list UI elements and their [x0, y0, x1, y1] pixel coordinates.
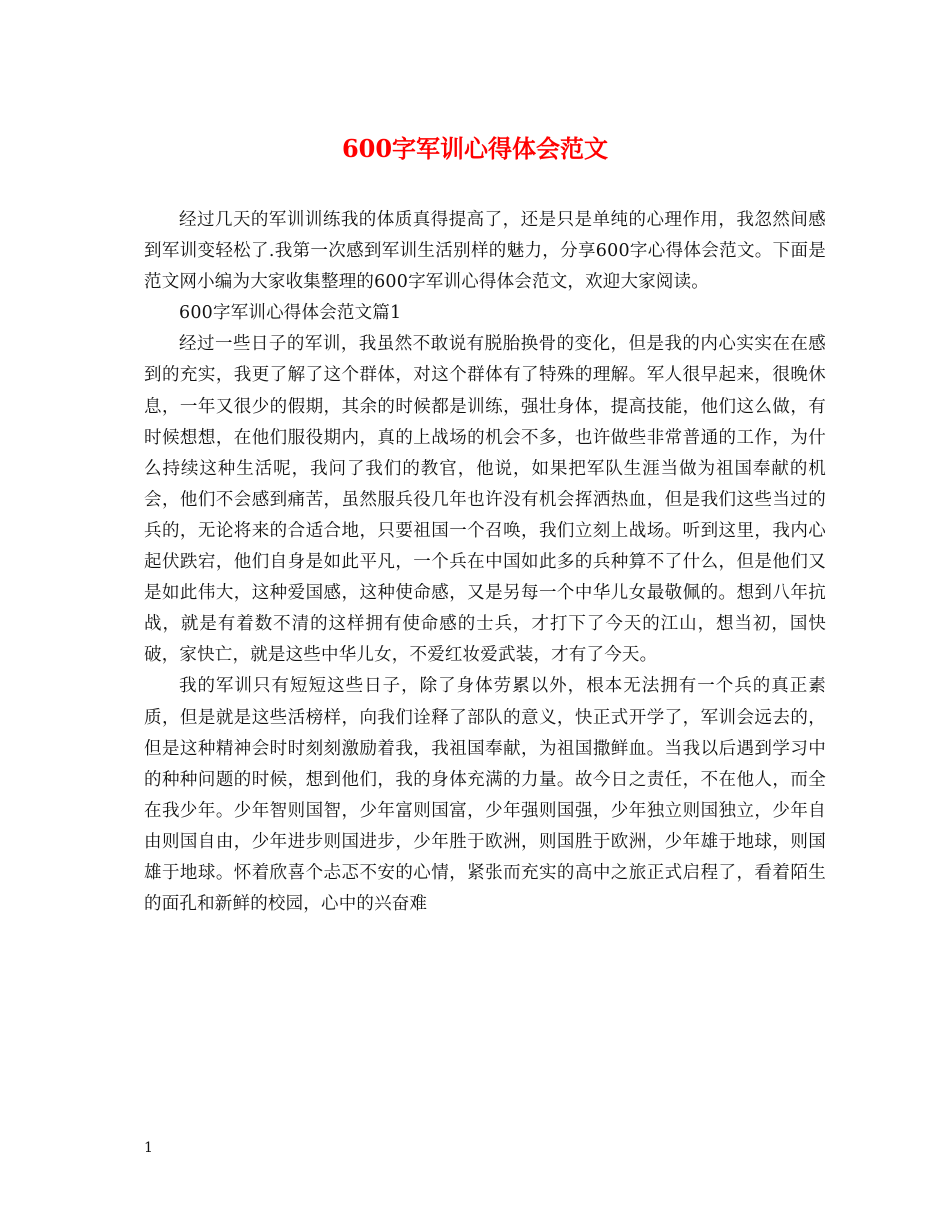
section-heading: 600字军训心得体会范文篇1 — [179, 303, 402, 324]
body-paragraph: 经过一些日子的军训，我虽然不敢说有脱胎换骨的变化，但是我的内心实实在在感到的充实，我更了解了这个群体，对这个群体有了特殊的理解。军人很早起来，很晚休息，一年又很少的假期，其余的时候都是训练，强壮身体，提高技能，他们这么做，有时候想想，在他们服役期内，真的上战场的机会不多，也许做些非常普通的工作，为什么持续这种生活呢，我问了我们的教官，他说，如果把军队生涯当做为祖国奉献的机会，他们不会感到痛苦，虽然服兵役几年也许没有机会挥洒热血，但是我们这些当过的兵的，无论将来的合适合地，只要祖国一个召唤，我们立刻上战场。听到这里，我内心起伏跌宕，他们自身是如此平凡，一个兵在中国如此多的兵种算不了什么，但是他们又是如此伟大，这种爱国感，这种使命感，又是另每一个中华儿女最敬佩的。想到八年抗战，就是有着数不清的这样拥有使命感的士兵，才打下了今天的江山，想当初，国快破，家快亡，就是这些中华儿女，不爱红妆爱武装，才有了今天。 — [144, 334, 826, 666]
intro-paragraph: 经过几天的军训训练我的体质真得提高了，还是只是单纯的心理作用，我忽然间感到军训变轻松了.我第一次感到军训生活别样的魅力，分享600字心得体会范文。下面是范文网小编为大家收集整理的600字军训心得体会范文，欢迎大家阅读。 — [144, 210, 826, 293]
body-paragraph: 我的军训只有短短这些日子，除了身体劳累以外，根本无法拥有一个兵的真正素质，但是就是这些活榜样，向我们诠释了部队的意义，快正式开学了，军训会远去的，但是这种精神会时时刻刻激励着我，我祖国奉献，为祖国撒鲜血。当我以后遇到学习中的种种问题的时候，想到他们，我的身体充满的力量。故今日之责任，不在他人，而全在我少年。少年智则国智，少年富则国富，少年强则国强，少年独立则国独立，少年自由则国自由，少年进步则国进步，少年胜于欧洲，则国胜于欧洲，少年雄于地球，则国雄于地球。怀着欣喜个忐忑不安的心情，紧张而充实的高中之旅正式启程了，看着陌生的面孔和新鲜的校园，心中的兴奋难 — [144, 676, 826, 915]
page-number: 1 — [144, 1140, 153, 1156]
document-body — [144, 205, 826, 920]
document-title: 600字军训心得体会范文 — [341, 134, 609, 163]
